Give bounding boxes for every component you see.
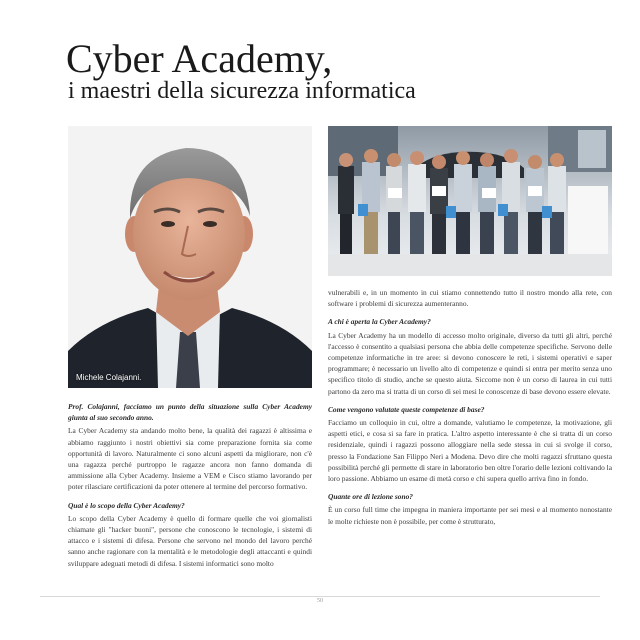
portrait-photo <box>68 126 312 388</box>
question-heading: Quante ore di lezione sono? <box>328 492 413 502</box>
article-title: Cyber Academy, <box>66 36 333 81</box>
right-column <box>328 287 612 534</box>
footer-divider <box>40 596 600 597</box>
paragraph: È un corso full time che impegna in maniera importante per sei mesi e al momento nonostante le molte richieste non è possibile, per come è strutturato, <box>328 505 612 526</box>
group-photo <box>328 126 612 276</box>
question-heading: Come vengono valutate queste competenze di base? <box>328 404 485 414</box>
intro-question: Prof. Colajanni, facciamo un punto della situazione sulla Cyber Academy giunta al suo secondo anno. <box>68 402 312 423</box>
question-heading: A chi è aperta la Cyber Academy? <box>328 317 431 327</box>
paragraph: La Cyber Academy sta andando molto bene, la qualità dei ragazzi è altissima e abbiamo raggiunto i nostri obiettivi sia come preparazione fornita sia come opportunità di lavoro. Naturalmente ci sono alcuni aspetti da migliorare, non c'è una ragazza perché purtroppo le ragazze ancora non fanno domanda di ammissione alla Cyber Academy. Insieme a VEM e Cisco stiamo lavorando per poter rilasciare certificazioni da poter ottenere al termine del percorso formativo. <box>68 426 312 492</box>
portrait-illustration <box>68 126 312 388</box>
page-number: 50 <box>317 598 323 604</box>
group-illustration <box>328 126 612 276</box>
paragraph: La Cyber Academy ha un modello di accesso molto originale, diverso da tutti gli altri, perché l'accesso è consentito a qualsiasi persona che abbia delle competenze specifiche. Servono delle competenze informatiche in tre aree: si devono conoscere le reti, i sistemi operativi e saper programmare; è necessario un livello alto di competenze e quindi si entra per merito senza uno specifico titolo di studio, anche se questo aiuta. Siccome non è un corso di laurea in cui tutti partono da zero ma si tratta di un corso di sei mesi le conoscenze di base devono essere elevate. <box>328 330 612 396</box>
paragraph: Lo scopo della Cyber Academy è quello di formare quelle che voi giornalisti chiamate gli "hacker buoni", persone che conoscono le tecnologie, i sistemi di attacco e i sistemi di difesa. Persone che servono nel mondo del lavoro perché sanno anche ragionare con la mentalità e le metodologie degli attaccanti e quindi sviluppare adeguati metodi di difesa. I sistemi informatici sono molto <box>68 513 312 568</box>
question-heading: Qual è lo scopo della Cyber Academy? <box>68 500 185 510</box>
paragraph: Facciamo un colloquio in cui, oltre a domande, valutiamo le competenze, la motivazione, gli aspetti etici, e cosa si sa fare in pratica. L'altro aspetto interessante è che si tratta di un corso residenziale, quindi i ragazzi possono alloggiare nella sede stessa in cui si svolge il corso, presso la Fondazione San Filippo Neri a Modena. Devo dire che molti ragazzi sfruttano questa possibilità perché gli permette di stare in laboratorio ben oltre l'orario delle lezioni coltivando la loro passione. Abbiamo un esame di metà corso e chi supera quello arriva fino in fondo. <box>328 418 612 484</box>
left-column <box>68 401 312 576</box>
article-subtitle: i maestri della sicurezza informatica <box>68 78 416 104</box>
portrait-caption: Michele Colajanni. <box>76 373 142 382</box>
paragraph: vulnerabili e, in un momento in cui stiamo connettendo tutto il nostro mondo alla rete, con software i problemi di sicurezza aumenteranno. <box>328 288 612 309</box>
